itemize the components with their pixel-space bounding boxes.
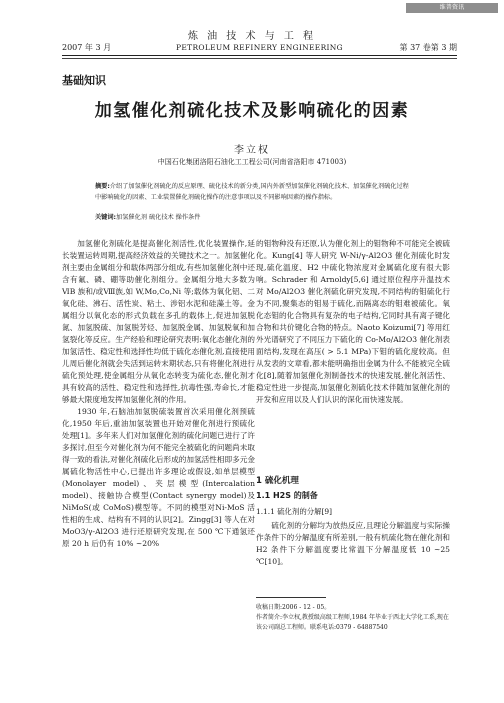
paragraph: 的钼物种没有还原,认为催化剂上的钼物种不可能完全被硫化。Kung[4] 等人研究 W-Ni/γ-Al2O3 催化剂硫化时发现,硫化温度、H2 中硫化物浓度对金属硫化度有很大影响。Schrader 和 Arnoldy[5,6] 通过原位程序升温技术对 Mo/Al2O3 催化剂硫化研究发现,不同结构的钼硫化行为不同,聚集态的钼易于硫化,而隔离态的钼难被硫化。氧化态钼的化合物具有复杂的电子结构,它同时具有离子键化合物和共价键化合物的特点。Naoto Koizumi[7] 等用红外光谱研究了不同压力下硫化的 Co-Mo/Al2O3 催化剂表面结构,发现在高压( > 5.1 MPa)下钼的硫化度较高。但从发表的文章看,都未能明确指出金属为什么不能被完全硫化[8],随着加氢催化剂制备技术的快速发展,催化剂活性、稳定性进一步提高,加氢催化剂硫化技术伴随加氢催化剂的开发和应用以及人们认识的深化而快速发展。	[256, 239, 450, 404]
running-header	[62, 41, 457, 55]
abstract	[95, 181, 413, 203]
paragraph: 硫化剂的分解均为放热反应,且理论分解温度与实际操作条件下的分解温度有所差别,一般有机硫化物在催化剂和 H2 条件下分解温度要比常温下分解温度低 10 ~25 ℃[10]。	[256, 521, 450, 566]
journal-name-en: PETROLEUM REFINERY ENGINEERING	[176, 43, 343, 52]
paragraph: 1930 年,石脑油加氢脱硫装置首次采用催化剂预硫化,1950 年后,重油加氢装置也开始对催化剂进行预硫化处理[1]。多年来人们对加氢催化剂的硫化问题已进行了许多探讨,但至今对催化剂为何不能完全被硫化的问题尚未取得一致的看法,对催化剂硫化后形成的加氢活性相即多元金属硫化物活性中心,已提出许多理论或假设,如单层模型(Monolayer model)、夹层模型(Intercalation model)、接触协合模型(Contact synergy model)及 NiMoS(或 CoMoS)模型等。不同的模型对Ni-MoS 活性相的生成、结构有不同的认识[2]。Zingg[3] 等人在对 MoO3/γ-Al2O3 进行还原研究发现,在 500 ℃下通氢还原 20 h 后仍有 10% ~20%	[62, 407, 256, 548]
volume-issue: 第 37 卷第 3 期	[399, 43, 457, 52]
body-left-column	[62, 238, 255, 550]
keywords-label: 关键词:	[95, 214, 117, 221]
subsection-body	[256, 520, 450, 568]
body-right-column	[256, 238, 450, 406]
footnote-author: 作者简介:李立权,教授级高级工程师,1984 年毕业于西北大学化工系,现在该公司副总工程师。联系电话:0379 - 64887540	[256, 614, 449, 631]
author: 李立权	[234, 145, 270, 156]
section-tag: 基础知识	[62, 74, 106, 87]
footnotes	[256, 603, 450, 633]
affiliation: 中国石化集团洛阳石油化工工程公司(河南省洛阳市 471003)	[157, 158, 347, 166]
issue-date: 2007 年 3 月	[62, 43, 112, 52]
section-heading: 1 硫化机理	[256, 476, 299, 486]
footnote-rule	[256, 597, 326, 598]
header-rule-thin	[62, 58, 457, 59]
keywords	[95, 213, 413, 223]
journal-name-cn: 炼 油 技 术 与 工 程	[187, 31, 317, 42]
paragraph: 加氢催化剂硫化是提高催化剂活性,优化装置操作,延长装置运转周期,提高经济效益的关键技术之一。加氢催化剂主要由金属组分和载体两部分组成,有些加氢催化剂中还含有氟、磷、硼等助催化剂组分。金属组分地大多数为ⅥB 族和/或Ⅷ族,如 W,Mo,Co,Ni 等;载体为氧化铝、二氧化硅、沸石、活性炭、粘土、涉铝水泥和硅藻土等。金属组分以氧化态的形式负载在多孔的载体上,促进加氢脱氮、加氢脱硫、加氢脱芳烃、加氢脱金属、加氢脱氧和加氢裂化等反应。生产经验和理论研究表明:氧化态催化剂的加氢活性、稳定性和选择性均低于硫化态催化剂,直接使用儿周后催化剂就会失活到运转末期状态,只有将催化剂进行硫化预处理,使金属组分从氧化态转变为硫化态,催化剂才具有较高的活性、稳定性和选择性,抗毒性强,寿命长,才能够最大限度地发挥加氢催化剂的作用。	[62, 239, 255, 404]
abstract-text: 介绍了加氢催化剂硫化的反应原理、硫化技术的新分类,国内外新型加氢催化剂硫化技术、加氢催化剂硫化过程中影响硫化的因素、工业装置催化剂硫化操作的注意事项以及不同影响因素的操作指标。	[95, 183, 409, 201]
subsection-heading: 1.1 H2S 的制备	[256, 491, 318, 500]
keywords-text: 加氢催化剂 硫化技术 操作条件	[116, 214, 201, 221]
abstract-label: 摘要:	[95, 183, 110, 190]
article-title: 加氢催化剂硫化技术及影响硫化的因素	[94, 101, 410, 121]
footnote-received: 收稿日期:2006 - 12 - 05。	[256, 604, 331, 611]
header-rule	[62, 55, 457, 56]
watermark: 维普资讯 http://www.cqvip.com	[406, 3, 498, 13]
subsubsection-heading: 1.1.1 硫化剂的分解[9]	[256, 507, 332, 516]
